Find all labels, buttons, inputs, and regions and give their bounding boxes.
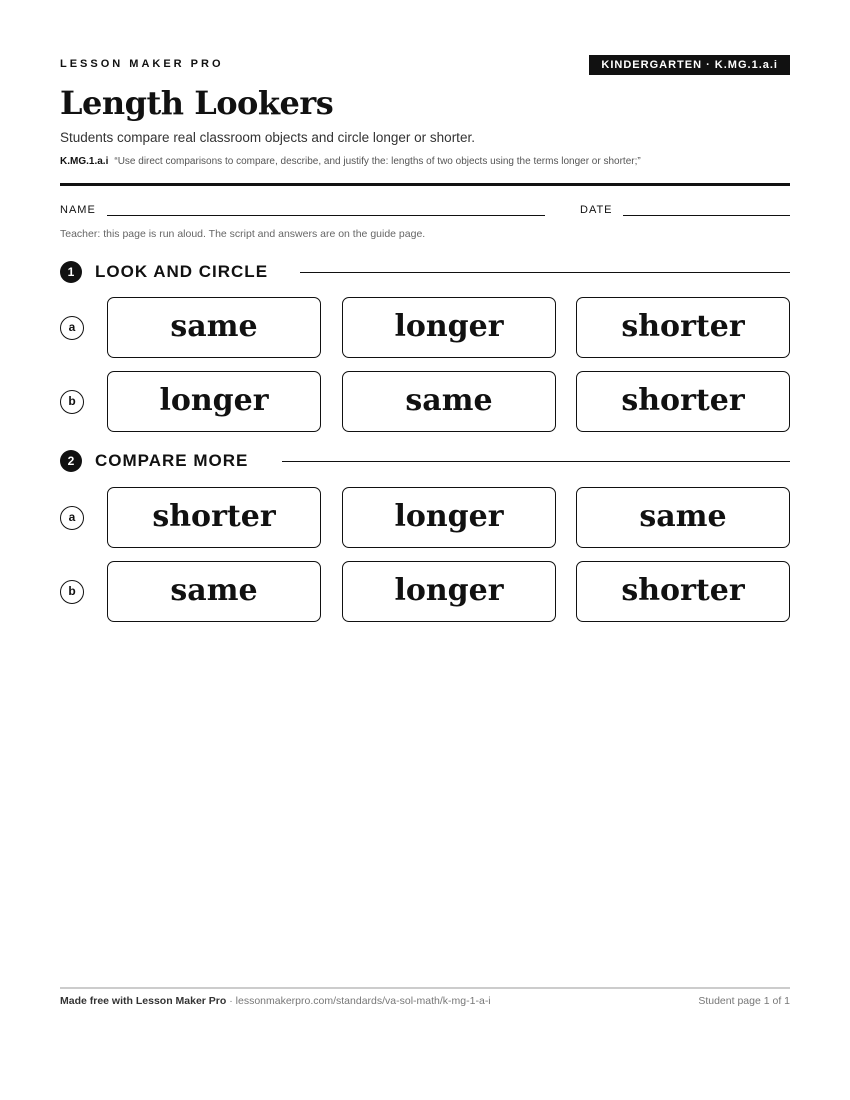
answer-option[interactable]: same bbox=[107, 561, 321, 622]
footer-page-info: Student page 1 of 1 bbox=[698, 995, 790, 1007]
teacher-note: Teacher: this page is run aloud. The script and answers are on the guide page. bbox=[60, 228, 426, 240]
section-1-title: LOOK AND CIRCLE bbox=[95, 262, 278, 282]
section-2-header bbox=[60, 449, 790, 471]
grade-badge: KINDERGARTEN · K.MG.1.a.i bbox=[589, 55, 790, 75]
section-2-divider bbox=[282, 461, 790, 462]
header-divider bbox=[60, 183, 790, 186]
question-letter: b bbox=[60, 390, 84, 414]
footer-made-with: Made free with Lesson Maker Pro bbox=[60, 995, 227, 1007]
question-letter: a bbox=[60, 506, 84, 530]
name-field[interactable] bbox=[107, 215, 545, 216]
question-2b bbox=[60, 561, 790, 623]
date-label: DATE bbox=[580, 204, 613, 216]
answer-option[interactable]: shorter bbox=[576, 297, 790, 358]
brand-name: LESSON MAKER PRO bbox=[60, 58, 224, 70]
question-letter: a bbox=[60, 316, 84, 340]
section-2-number: 2 bbox=[60, 450, 82, 472]
section-2-title: COMPARE MORE bbox=[95, 451, 258, 471]
footer-divider bbox=[60, 987, 790, 989]
question-2a bbox=[60, 487, 790, 549]
footer-url[interactable]: · lessonmakerpro.com/standards/va-sol-math/k-mg-1-a-i bbox=[226, 995, 491, 1007]
answer-option[interactable]: shorter bbox=[576, 561, 790, 622]
answer-option[interactable]: longer bbox=[107, 371, 321, 432]
question-letter: b bbox=[60, 580, 84, 604]
answer-option[interactable]: same bbox=[342, 371, 556, 432]
section-1-divider bbox=[300, 272, 790, 273]
standard-line bbox=[60, 156, 641, 167]
answer-option[interactable]: same bbox=[576, 487, 790, 548]
standard-text: “Use direct comparisons to compare, describe, and justify the: lengths of two objects using the terms longer or shorter;” bbox=[114, 156, 641, 167]
answer-option[interactable]: longer bbox=[342, 487, 556, 548]
footer-credit bbox=[60, 995, 491, 1007]
answer-option[interactable]: same bbox=[107, 297, 321, 358]
standard-code: K.MG.1.a.i bbox=[60, 156, 109, 167]
page-title: Length Lookers bbox=[60, 84, 334, 122]
date-field[interactable] bbox=[623, 215, 790, 216]
page-subtitle: Students compare real classroom objects and circle longer or shorter. bbox=[60, 130, 475, 145]
answer-option[interactable]: longer bbox=[342, 297, 556, 358]
name-label: NAME bbox=[60, 204, 96, 216]
question-1a bbox=[60, 297, 790, 359]
answer-option[interactable]: longer bbox=[342, 561, 556, 622]
name-date-row bbox=[60, 204, 790, 220]
answer-option[interactable]: shorter bbox=[107, 487, 321, 548]
section-1-number: 1 bbox=[60, 261, 82, 283]
question-1b bbox=[60, 371, 790, 433]
section-1-header bbox=[60, 260, 790, 282]
answer-option[interactable]: shorter bbox=[576, 371, 790, 432]
